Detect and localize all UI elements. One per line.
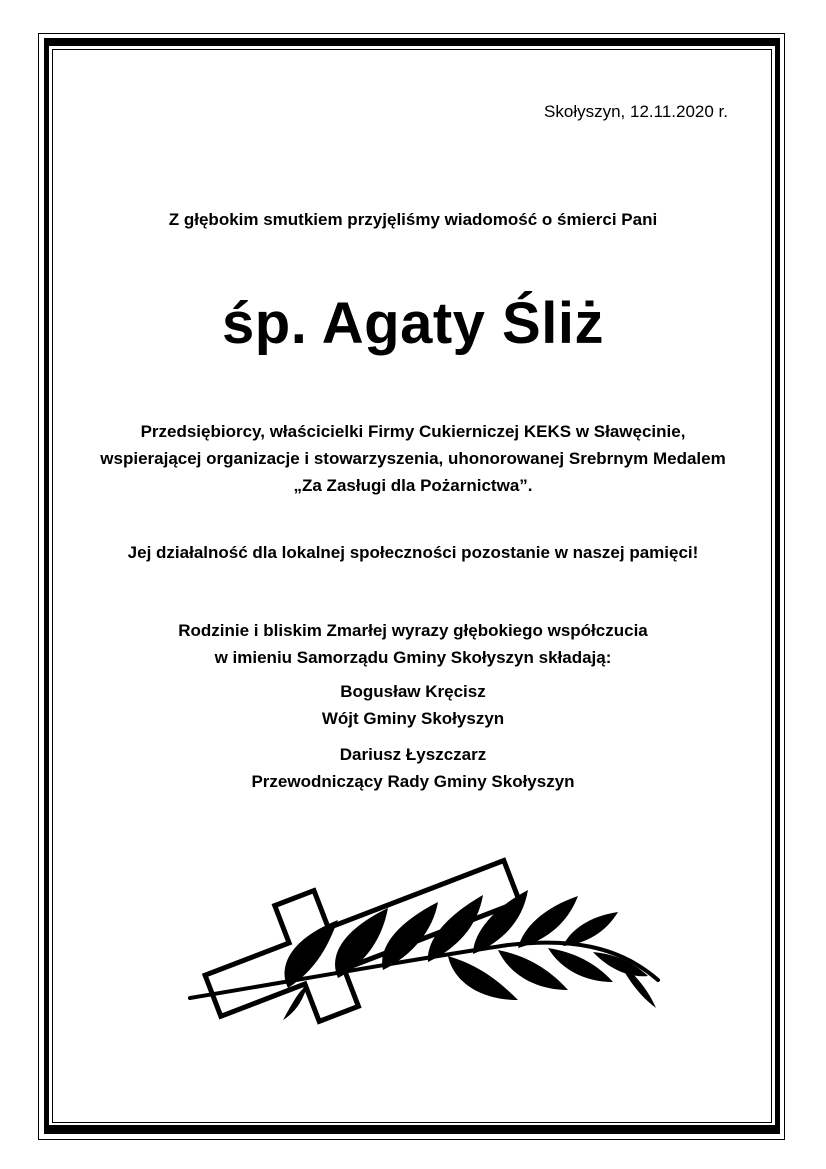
signer-block-1	[60, 678, 766, 732]
memory-text: Jej działalność dla lokalnej społeczności pozostanie w naszej pamięci!	[127, 543, 699, 562]
bio-line-3: „Za Zasługi dla Pożarnictwa”.	[293, 476, 533, 495]
condolence-line-1: Rodzinie i bliskim Zmarłej wyrazy głębokiego współczucia	[178, 621, 648, 640]
signer-block-2	[60, 741, 766, 795]
frame-bar-left	[44, 38, 49, 1134]
condolence-block	[60, 617, 766, 671]
date-line: Skołyszyn, 12.11.2020 r.	[544, 102, 728, 121]
signer-title: Wójt Gminy Skołyszyn	[321, 709, 505, 728]
frame-bar-top	[44, 38, 780, 46]
cross-with-palm-branch-icon	[178, 850, 668, 1025]
frame-bar-right	[775, 38, 780, 1134]
intro-text: Z głębokim smutkiem przyjęliśmy wiadomość o śmierci Pani	[168, 210, 658, 229]
bio-line-1: Przedsiębiorcy, właścicielki Firmy Cukierniczej KEKS w Sławęcinie,	[140, 422, 686, 441]
frame-bar-bottom	[44, 1125, 780, 1134]
signer-name: Dariusz Łyszczarz	[339, 745, 487, 764]
bio-block	[60, 418, 766, 499]
deceased-name: śp. Agaty Śliż	[222, 291, 604, 356]
condolence-line-2: w imieniu Samorządu Gminy Skołyszyn składają:	[214, 648, 612, 667]
signer-name: Bogusław Kręcisz	[340, 682, 486, 701]
bio-line-2: wspierającej organizacje i stowarzyszenia, uhonorowanej Srebrnym Medalem	[100, 449, 726, 468]
signer-title: Przewodniczący Rady Gminy Skołyszyn	[251, 772, 575, 791]
